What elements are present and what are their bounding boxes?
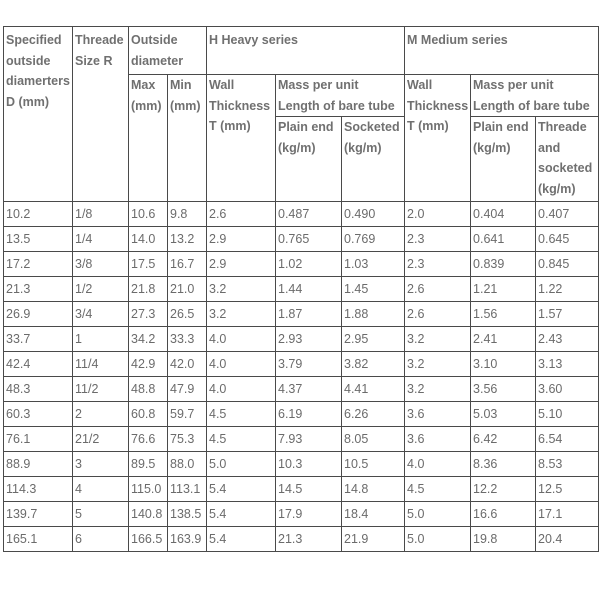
cell-od-min: 138.5: [168, 502, 207, 527]
cell-heavy-socketed: 1.45: [342, 277, 405, 302]
cell-medium-plain: 19.8: [471, 527, 536, 552]
cell-heavy-socketed: 1.88: [342, 302, 405, 327]
cell-od-max: 76.6: [129, 427, 168, 452]
cell-medium-threaded: 8.53: [536, 452, 599, 477]
cell-medium-threaded: 12.5: [536, 477, 599, 502]
cell-thread-size: 4: [73, 477, 129, 502]
cell-heavy-socketed: 0.490: [342, 202, 405, 227]
cell-medium-wall: 3.2: [405, 352, 471, 377]
table-row: [4, 302, 599, 327]
cell-heavy-plain: 17.9: [276, 502, 342, 527]
cell-od-min: 163.9: [168, 527, 207, 552]
cell-thread-size: 11/4: [73, 352, 129, 377]
cell-heavy-wall: 3.2: [207, 302, 276, 327]
cell-od-min: 33.3: [168, 327, 207, 352]
cell-heavy-plain: 14.5: [276, 477, 342, 502]
cell-specified-od: 165.1: [4, 527, 73, 552]
cell-heavy-plain: 1.87: [276, 302, 342, 327]
cell-heavy-socketed: 6.26: [342, 402, 405, 427]
cell-thread-size: 11/2: [73, 377, 129, 402]
cell-heavy-wall: 4.5: [207, 402, 276, 427]
cell-od-min: 47.9: [168, 377, 207, 402]
cell-od-min: 88.0: [168, 452, 207, 477]
cell-heavy-plain: 3.79: [276, 352, 342, 377]
cell-heavy-plain: 4.37: [276, 377, 342, 402]
cell-od-min: 26.5: [168, 302, 207, 327]
cell-heavy-wall: 5.4: [207, 527, 276, 552]
cell-heavy-wall: 4.0: [207, 327, 276, 352]
cell-specified-od: 114.3: [4, 477, 73, 502]
cell-medium-threaded: 20.4: [536, 527, 599, 552]
cell-medium-wall: 5.0: [405, 502, 471, 527]
pipe-dimensions-table: [3, 26, 599, 552]
header-medium-series: M Medium series: [405, 27, 599, 75]
cell-medium-plain: 0.839: [471, 252, 536, 277]
table-row: [4, 477, 599, 502]
cell-od-max: 10.6: [129, 202, 168, 227]
cell-heavy-plain: 0.765: [276, 227, 342, 252]
cell-medium-plain: 3.10: [471, 352, 536, 377]
header-heavy-plain-end: Plain end (kg/m): [276, 117, 342, 202]
cell-heavy-plain: 2.93: [276, 327, 342, 352]
header-medium-wall-thickness: Wall Thickness T (mm): [405, 75, 471, 202]
cell-thread-size: 3/8: [73, 252, 129, 277]
cell-medium-wall: 2.0: [405, 202, 471, 227]
cell-thread-size: 3: [73, 452, 129, 477]
cell-heavy-plain: 21.3: [276, 527, 342, 552]
cell-thread-size: 1: [73, 327, 129, 352]
header-heavy-wall-thickness: Wall Thickness T (mm): [207, 75, 276, 202]
cell-medium-wall: 2.3: [405, 252, 471, 277]
cell-od-max: 48.8: [129, 377, 168, 402]
cell-heavy-plain: 6.19: [276, 402, 342, 427]
cell-heavy-wall: 2.9: [207, 252, 276, 277]
cell-thread-size: 1/2: [73, 277, 129, 302]
cell-medium-wall: 3.2: [405, 377, 471, 402]
cell-od-max: 34.2: [129, 327, 168, 352]
cell-heavy-socketed: 8.05: [342, 427, 405, 452]
cell-specified-od: 26.9: [4, 302, 73, 327]
header-od-min: Min (mm): [168, 75, 207, 202]
cell-od-max: 17.5: [129, 252, 168, 277]
table-row: [4, 327, 599, 352]
cell-medium-wall: 2.3: [405, 227, 471, 252]
cell-medium-threaded: 3.13: [536, 352, 599, 377]
cell-thread-size: 6: [73, 527, 129, 552]
cell-medium-wall: 4.5: [405, 477, 471, 502]
cell-medium-plain: 8.36: [471, 452, 536, 477]
cell-heavy-socketed: 4.41: [342, 377, 405, 402]
table-body: [4, 202, 599, 552]
table-row: [4, 502, 599, 527]
header-medium-mass: Mass per unit Length of bare tube: [471, 75, 599, 117]
cell-od-max: 27.3: [129, 302, 168, 327]
cell-thread-size: 1/4: [73, 227, 129, 252]
table-row: [4, 452, 599, 477]
cell-heavy-socketed: 2.95: [342, 327, 405, 352]
cell-heavy-plain: 7.93: [276, 427, 342, 452]
cell-heavy-plain: 10.3: [276, 452, 342, 477]
table-row: [4, 402, 599, 427]
cell-od-min: 113.1: [168, 477, 207, 502]
cell-heavy-socketed: 18.4: [342, 502, 405, 527]
cell-od-min: 42.0: [168, 352, 207, 377]
cell-heavy-socketed: 3.82: [342, 352, 405, 377]
table-row: [4, 352, 599, 377]
cell-medium-wall: 5.0: [405, 527, 471, 552]
table-row: [4, 227, 599, 252]
header-od-max: Max (mm): [129, 75, 168, 202]
cell-specified-od: 88.9: [4, 452, 73, 477]
cell-medium-wall: 4.0: [405, 452, 471, 477]
cell-heavy-plain: 1.02: [276, 252, 342, 277]
table-row: [4, 252, 599, 277]
cell-heavy-wall: 2.6: [207, 202, 276, 227]
cell-medium-threaded: 2.43: [536, 327, 599, 352]
cell-od-max: 42.9: [129, 352, 168, 377]
cell-specified-od: 139.7: [4, 502, 73, 527]
cell-thread-size: 3/4: [73, 302, 129, 327]
cell-medium-wall: 3.2: [405, 327, 471, 352]
cell-heavy-socketed: 10.5: [342, 452, 405, 477]
cell-specified-od: 13.5: [4, 227, 73, 252]
cell-od-max: 89.5: [129, 452, 168, 477]
cell-specified-od: 33.7: [4, 327, 73, 352]
cell-heavy-wall: 3.2: [207, 277, 276, 302]
cell-heavy-wall: 4.0: [207, 377, 276, 402]
cell-specified-od: 21.3: [4, 277, 73, 302]
cell-od-min: 13.2: [168, 227, 207, 252]
cell-thread-size: 2: [73, 402, 129, 427]
cell-medium-plain: 1.21: [471, 277, 536, 302]
cell-medium-threaded: 0.407: [536, 202, 599, 227]
header-heavy-mass: Mass per unit Length of bare tube: [276, 75, 405, 117]
header-thread-size: Threade Size R: [73, 27, 129, 202]
cell-heavy-wall: 2.9: [207, 227, 276, 252]
cell-od-max: 21.8: [129, 277, 168, 302]
cell-heavy-wall: 4.5: [207, 427, 276, 452]
cell-thread-size: 5: [73, 502, 129, 527]
cell-od-min: 9.8: [168, 202, 207, 227]
header-medium-threaded-socketed: Threade and socketed (kg/m): [536, 117, 599, 202]
cell-medium-wall: 3.6: [405, 402, 471, 427]
cell-thread-size: 21/2: [73, 427, 129, 452]
cell-heavy-wall: 5.4: [207, 502, 276, 527]
cell-medium-threaded: 0.645: [536, 227, 599, 252]
cell-heavy-wall: 5.0: [207, 452, 276, 477]
header-specified-od: Specified outside diamerters D (mm): [4, 27, 73, 202]
cell-medium-threaded: 1.22: [536, 277, 599, 302]
cell-od-min: 16.7: [168, 252, 207, 277]
cell-medium-plain: 0.404: [471, 202, 536, 227]
header-heavy-series: H Heavy series: [207, 27, 405, 75]
cell-medium-plain: 0.641: [471, 227, 536, 252]
cell-medium-threaded: 1.57: [536, 302, 599, 327]
cell-heavy-plain: 1.44: [276, 277, 342, 302]
cell-od-min: 59.7: [168, 402, 207, 427]
cell-medium-plain: 6.42: [471, 427, 536, 452]
table-row: [4, 427, 599, 452]
cell-medium-plain: 2.41: [471, 327, 536, 352]
cell-medium-plain: 3.56: [471, 377, 536, 402]
cell-medium-threaded: 3.60: [536, 377, 599, 402]
cell-specified-od: 42.4: [4, 352, 73, 377]
cell-medium-wall: 3.6: [405, 427, 471, 452]
cell-od-max: 140.8: [129, 502, 168, 527]
cell-heavy-socketed: 21.9: [342, 527, 405, 552]
cell-specified-od: 17.2: [4, 252, 73, 277]
cell-od-max: 166.5: [129, 527, 168, 552]
cell-heavy-wall: 5.4: [207, 477, 276, 502]
cell-specified-od: 60.3: [4, 402, 73, 427]
cell-medium-plain: 16.6: [471, 502, 536, 527]
cell-od-max: 14.0: [129, 227, 168, 252]
table-row: [4, 202, 599, 227]
cell-medium-threaded: 17.1: [536, 502, 599, 527]
cell-heavy-socketed: 1.03: [342, 252, 405, 277]
table-row: [4, 277, 599, 302]
cell-medium-wall: 2.6: [405, 302, 471, 327]
cell-heavy-wall: 4.0: [207, 352, 276, 377]
cell-od-min: 21.0: [168, 277, 207, 302]
cell-medium-threaded: 5.10: [536, 402, 599, 427]
header-outside-diameter: Outside diameter: [129, 27, 207, 75]
cell-od-min: 75.3: [168, 427, 207, 452]
table-row: [4, 377, 599, 402]
cell-medium-plain: 5.03: [471, 402, 536, 427]
header-medium-plain-end: Plain end (kg/m): [471, 117, 536, 202]
cell-specified-od: 48.3: [4, 377, 73, 402]
cell-specified-od: 10.2: [4, 202, 73, 227]
header-heavy-socketed: Socketed (kg/m): [342, 117, 405, 202]
cell-od-max: 60.8: [129, 402, 168, 427]
cell-od-max: 115.0: [129, 477, 168, 502]
table-row: [4, 527, 599, 552]
cell-specified-od: 76.1: [4, 427, 73, 452]
cell-medium-threaded: 6.54: [536, 427, 599, 452]
cell-thread-size: 1/8: [73, 202, 129, 227]
cell-heavy-plain: 0.487: [276, 202, 342, 227]
cell-heavy-socketed: 14.8: [342, 477, 405, 502]
cell-medium-wall: 2.6: [405, 277, 471, 302]
cell-medium-plain: 1.56: [471, 302, 536, 327]
cell-heavy-socketed: 0.769: [342, 227, 405, 252]
cell-medium-plain: 12.2: [471, 477, 536, 502]
cell-medium-threaded: 0.845: [536, 252, 599, 277]
